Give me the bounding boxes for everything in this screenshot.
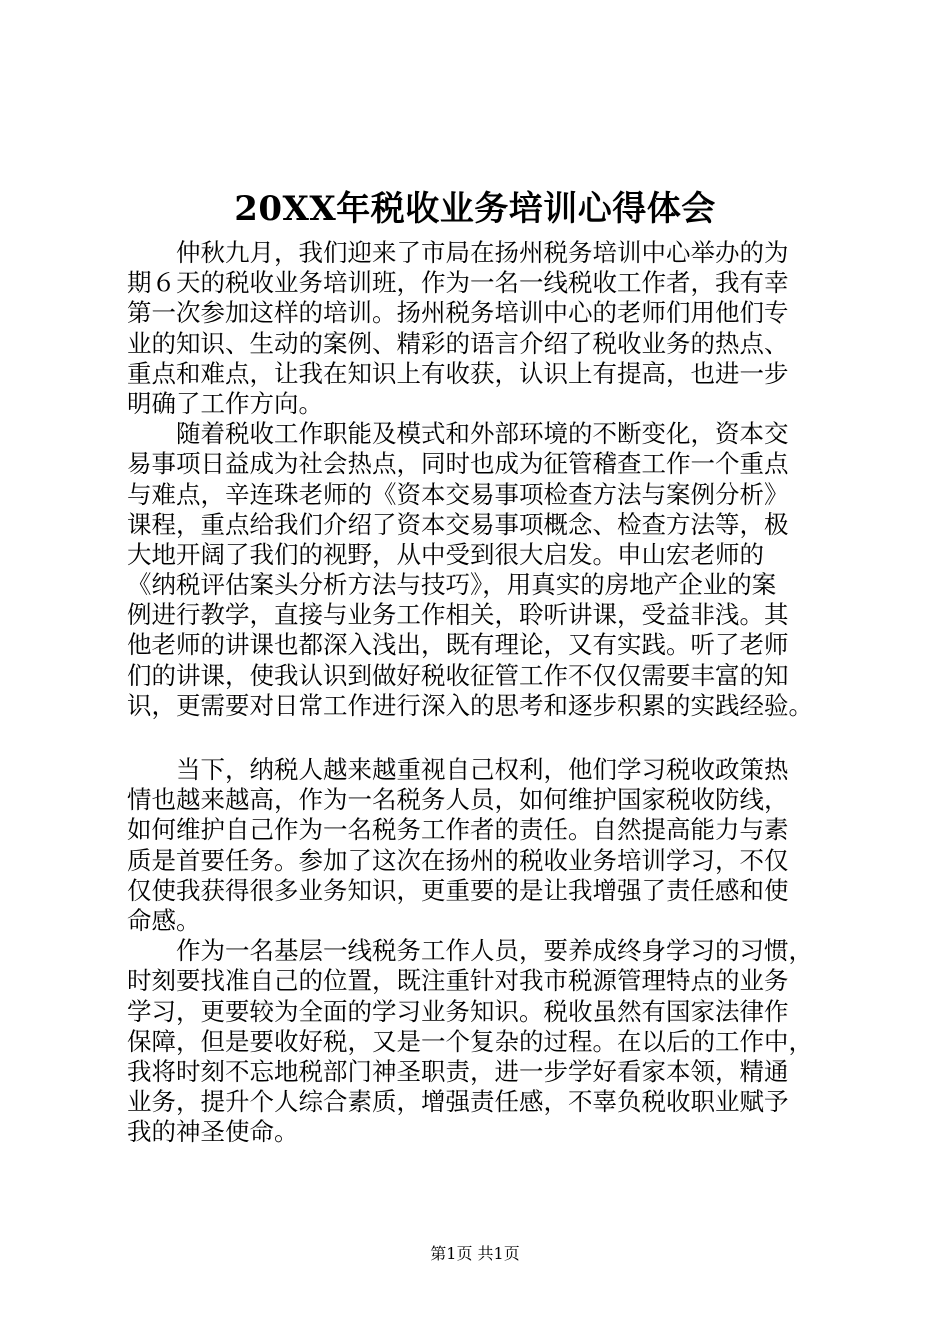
text-line: 质是首要任务。参加了这次在扬州的税收业务培训学习，不仅 <box>127 845 789 875</box>
text-line: 明确了工作方向。 <box>127 388 323 418</box>
text-line: 我的神圣使命。 <box>127 1117 299 1147</box>
text-line: 命感。 <box>127 905 201 935</box>
document-body <box>127 238 837 1147</box>
text-line: 作为一名基层一线税务工作人员，要养成终身学习的习惯， <box>127 936 813 966</box>
blank-line <box>127 721 837 755</box>
text-line: 第一次参加这样的培训。扬州税务培训中心的老师们用他们专 <box>127 298 789 328</box>
text-line: 大地开阔了我们的视野，从中受到很大启发。申山宏老师的 <box>127 539 764 569</box>
text-line: 如何维护自己作为一名税务工作者的责任。自然提高能力与素 <box>127 815 789 845</box>
text-line: 例进行教学，直接与业务工作相关，聆听讲课，受益非浅。其 <box>127 600 789 630</box>
text-line: 们的讲课，使我认识到做好税收征管工作不仅仅需要丰富的知 <box>127 660 789 690</box>
text-line: 情也越来越高，作为一名税务人员，如何维护国家税收防线， <box>127 785 789 815</box>
text-line: 业的知识、生动的案例、精彩的语言介绍了税收业务的热点、 <box>127 328 789 358</box>
text-line: 随着税收工作职能及模式和外部环境的不断变化，资本交 <box>127 419 789 449</box>
page-footer: 第1页 共1页 <box>430 1244 520 1263</box>
text-line: 他老师的讲课也都深入浅出，既有理论，又有实践。听了老师 <box>127 630 789 660</box>
text-line: 我将时刻不忘地税部门神圣职责，进一步学好看家本领，精通 <box>127 1056 789 1086</box>
text-line: 学习，更要较为全面的学习业务知识。税收虽然有国家法律作 <box>127 996 789 1026</box>
text-line: 时刻要找准自己的位置，既注重针对我市税源管理特点的业务 <box>127 966 789 996</box>
text-line: 期６天的税收业务培训班，作为一名一线税收工作者，我有幸 <box>127 268 789 298</box>
text-line: 仅使我获得很多业务知识，更重要的是让我增强了责任感和使 <box>127 875 789 905</box>
text-line: 与难点，辛连珠老师的《资本交易事项检查方法与案例分析》 <box>127 479 789 509</box>
text-line: 仲秋九月，我们迎来了市局在扬州税务培训中心举办的为 <box>127 238 789 267</box>
text-line: 易事项日益成为社会热点，同时也成为征管稽查工作一个重点 <box>127 449 789 479</box>
text-line: 业务，提升个人综合素质，增强责任感，不辜负税收职业赋予 <box>127 1087 789 1117</box>
document-title: 20XX年税收业务培训心得体会 <box>234 189 716 229</box>
text-line: 当下，纳税人越来越重视自己权利，他们学习税收政策热 <box>127 755 789 784</box>
text-line: 保障，但是要收好税，又是一个复杂的过程。在以后的工作中， <box>127 1026 813 1056</box>
text-line: 课程，重点给我们介绍了资本交易事项概念、检查方法等，极 <box>127 509 789 539</box>
text-line: 《纳税评估案头分析方法与技巧》，用真实的房地产企业的案 <box>127 570 777 600</box>
text-line: 重点和难点，让我在知识上有收获，认识上有提高，也进一步 <box>127 358 789 388</box>
text-line: 识，更需要对日常工作进行深入的思考和逐步积累的实践经验。 <box>127 690 813 720</box>
